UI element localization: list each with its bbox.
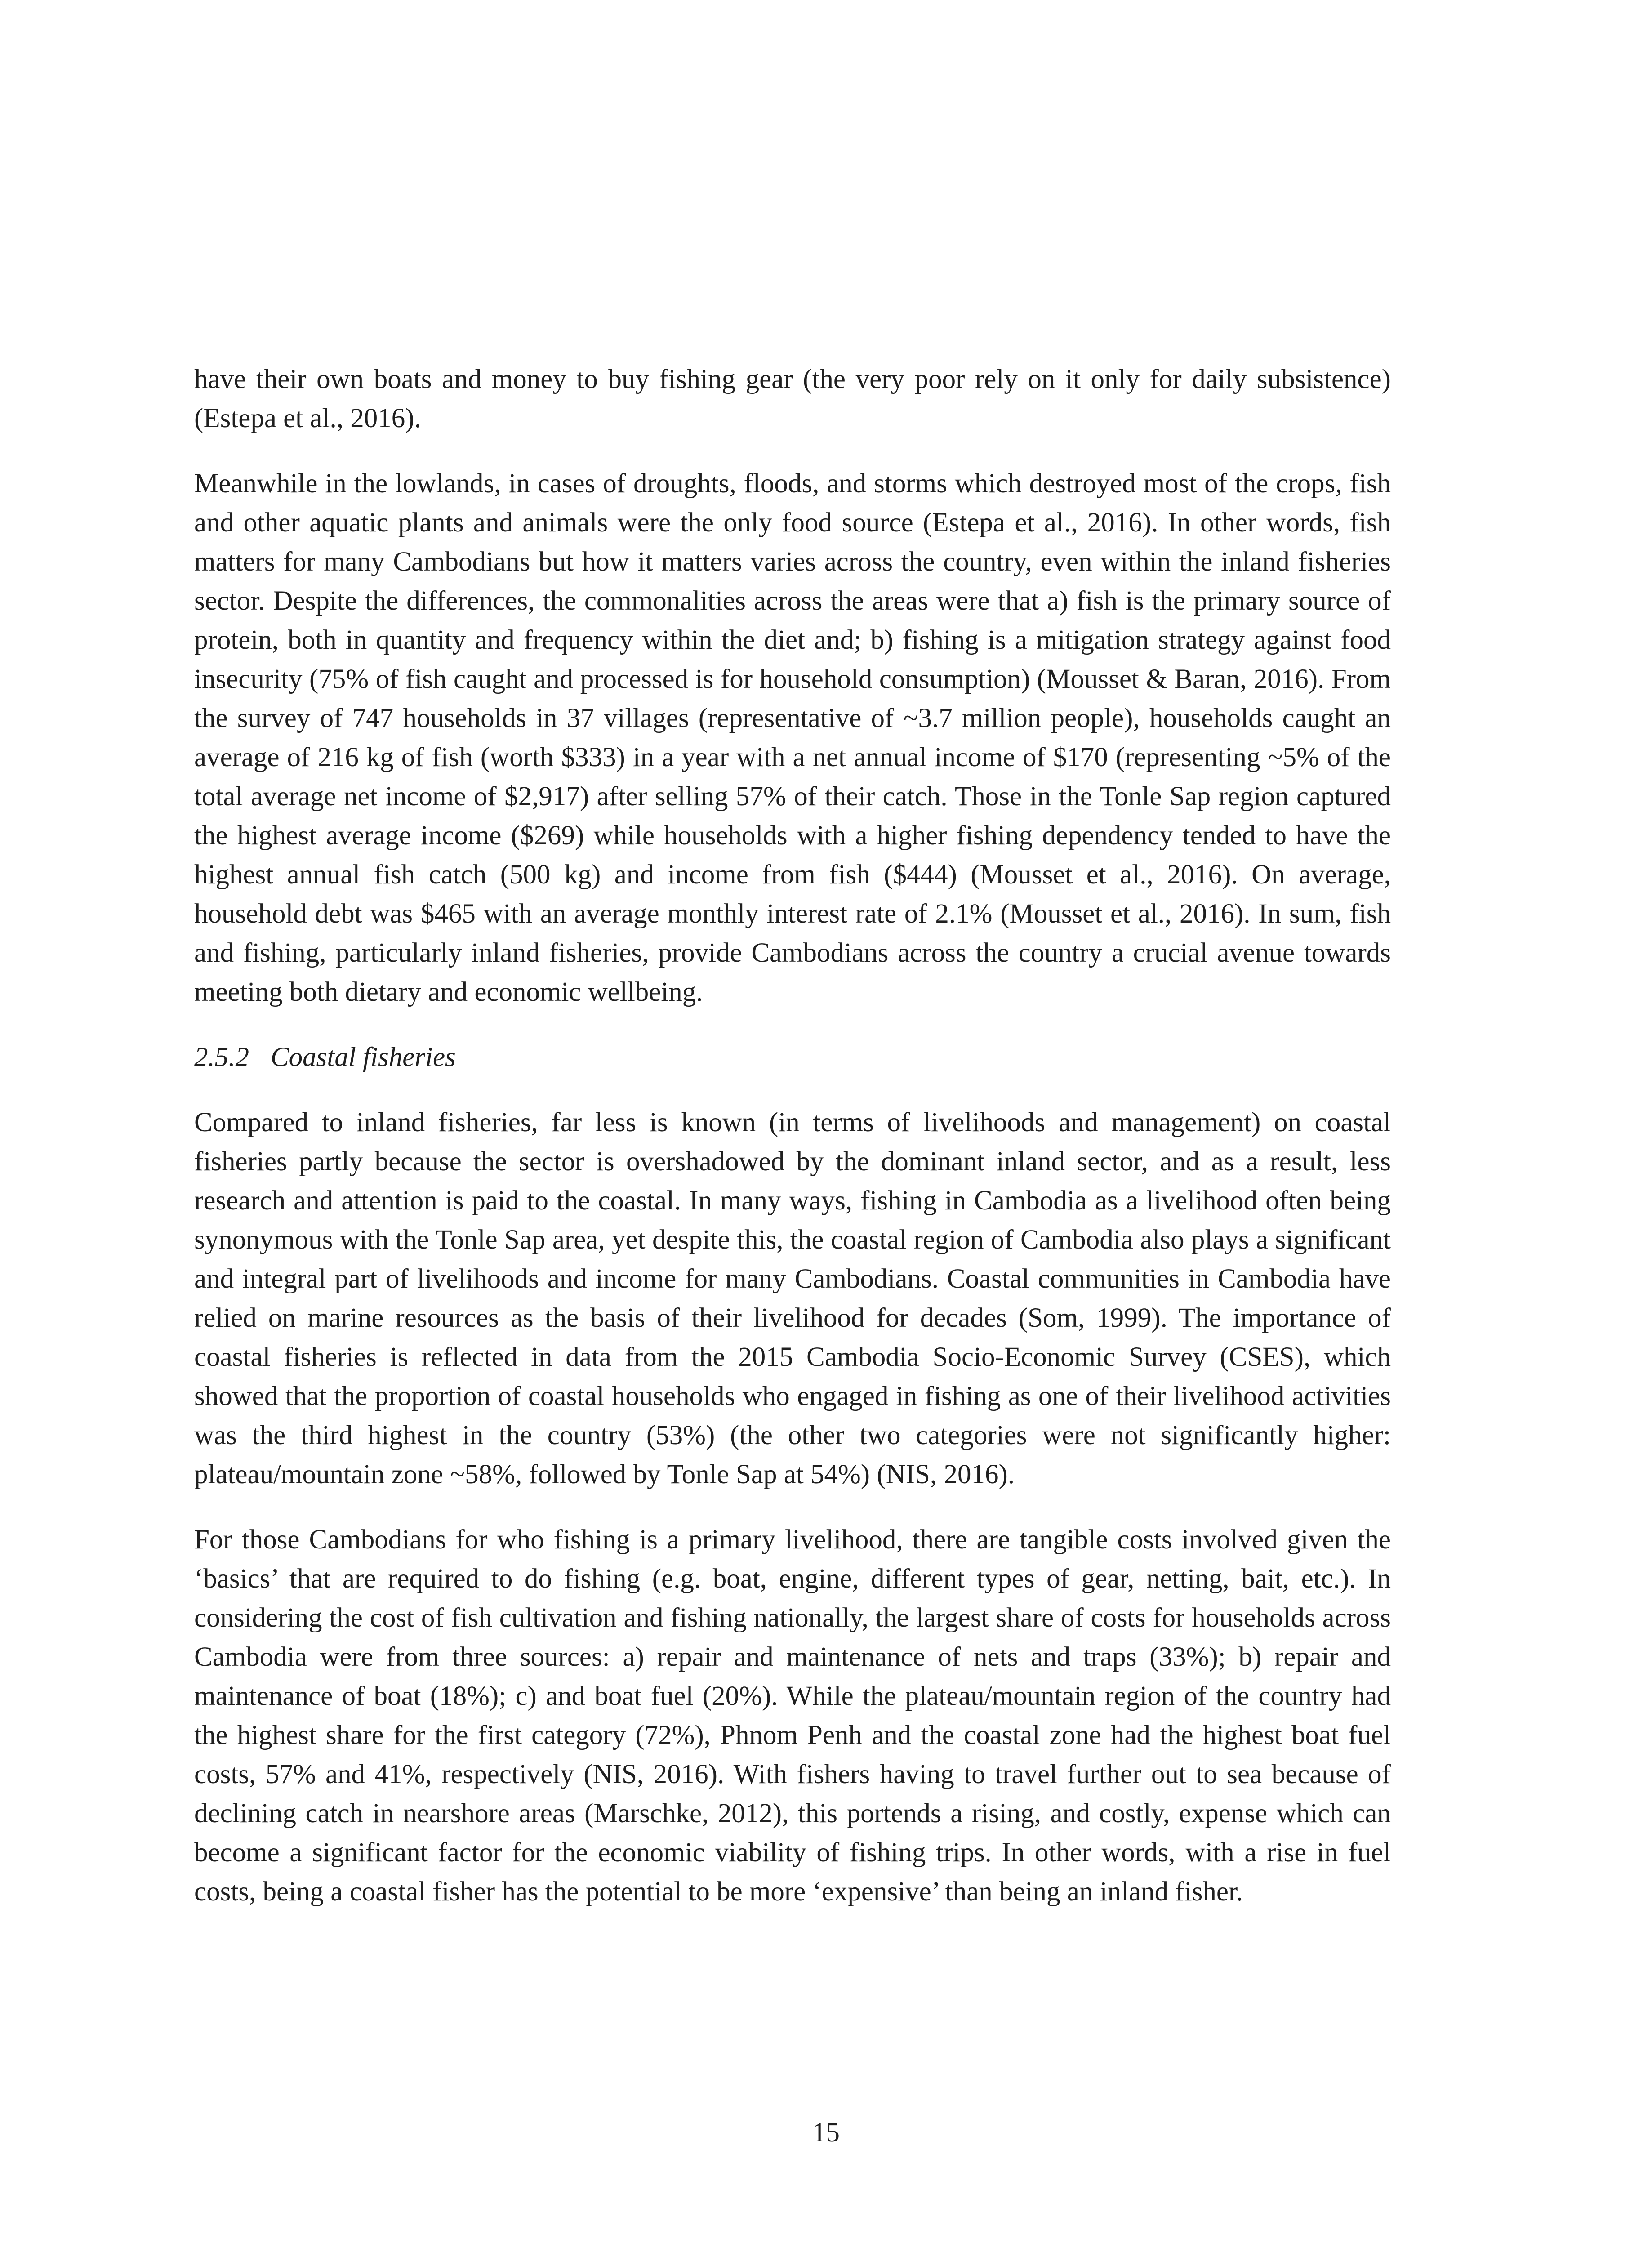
page-body [194,360,1391,1937]
paragraph-continued: have their own boats and money to buy fishing gear (the very poor rely on it only for daily subsistence) (Estepa et al., 2016). [194,364,1391,433]
section-number: 2.5.2 [194,1042,249,1072]
paragraph-coastal-intro: Compared to inland fisheries, far less is known (in terms of livelihoods and management) on coastal fisheries partly because the sector is overshadowed by the dominant inland sector, and as a result, less research and attention is paid to the coastal. In many ways, fishing in Cambodia as a livelihood often being synonymous with the Tonle Sap area, yet despite this, the coastal region of Cambodia also plays a significant and integral part of livelihoods and income for many Cambodians. Coastal communities in Cambodia have relied on marine resources as the basis of their livelihood for decades (Som, 1999). The importance of coastal fisheries is reflected in data from the 2015 Cambodia Socio-Economic Survey (CSES), which showed that the proportion of coastal households who engaged in fishing as one of their livelihood activities was the third highest in the country (53%) (the other two categories were not significantly higher: plateau/mountain zone ~58%, followed by Tonle Sap at 54%) (NIS, 2016). [194,1107,1391,1490]
section-title: Coastal fisheries [271,1042,456,1072]
section-heading [194,1038,1391,1077]
paragraph-lowlands: Meanwhile in the lowlands, in cases of droughts, floods, and storms which destroyed most of the crops, fish and other aquatic plants and animals were the only food source (Estepa et al., 2016). In other words, fish matters for many Cambodians but how it matters varies across the country, even within the inland fisheries sector. Despite the differences, the commonalities across the areas were that a) fish is the primary source of protein, both in quantity and frequency within the diet and; b) fishing is a mitigation strategy against food insecurity (75% of fish caught and processed is for household consumption) (Mousset & Baran, 2016). From the survey of 747 households in 37 villages (representative of ~3.7 million people), households caught an average of 216 kg of fish (worth $333) in a year with a net annual income of $170 (representing ~5% of the total average net income of $2,917) after selling 57% of their catch. Those in the Tonle Sap region captured the highest average income ($269) while households with a higher fishing dependency tended to have the highest annual fish catch (500 kg) and income from fish ($444) (Mousset et al., 2016). On average, household debt was $465 with an average monthly interest rate of 2.1% (Mousset et al., 2016). In sum, fish and fishing, particularly inland fisheries, provide Cambodians across the country a crucial avenue towards meeting both dietary and economic wellbeing. [194,468,1391,1007]
page-number: 15 [812,2118,840,2148]
paragraph-costs: For those Cambodians for who fishing is a primary livelihood, there are tangible costs involved given the ‘basics’ that are required to do fishing (e.g. boat, engine, different types of gear, netting, bait, etc.). In considering the cost of fish cultivation and fishing nationally, the largest share of costs for households across Cambodia were from three sources: a) repair and maintenance of nets and traps (33%); b) repair and maintenance of boat (18%); c) and boat fuel (20%). While the plateau/mountain region of the country had the highest share for the first category (72%), Phnom Penh and the coastal zone had the highest boat fuel costs, 57% and 41%, respectively (NIS, 2016). With fishers having to travel further out to sea because of declining catch in nearshore areas (Marschke, 2012), this portends a rising, and costly, expense which can become a significant factor for the economic viability of fishing trips. In other words, with a rise in fuel costs, being a coastal fisher has the potential to be more ‘expensive’ than being an inland fisher. [194,1525,1391,1907]
